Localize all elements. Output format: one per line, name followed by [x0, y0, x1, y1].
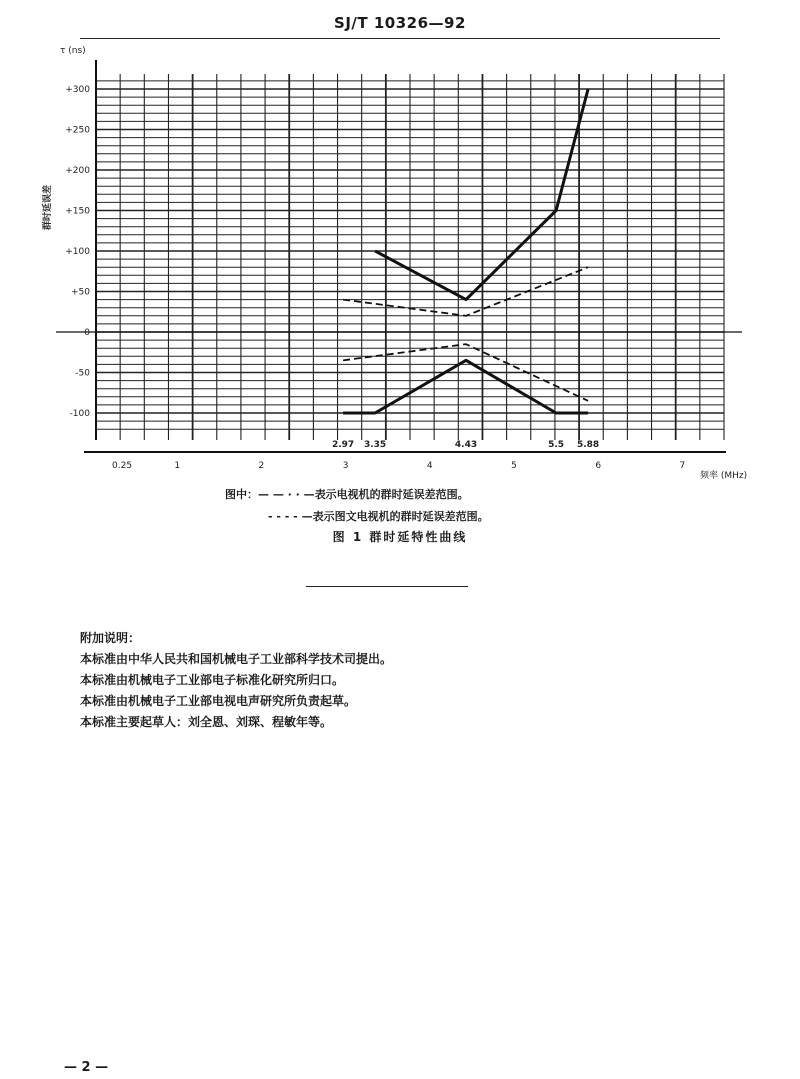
y-tick-label: -50: [75, 368, 90, 379]
notes-heading: 附加说明：: [80, 631, 141, 645]
standard-code: SJ/T 10326—92: [334, 14, 466, 32]
section-divider: [306, 586, 468, 587]
x-tick-label: 4: [426, 461, 433, 471]
page-number: — 2 —: [64, 1060, 109, 1075]
note-line: 本标准主要起草人：刘全恩、刘琛、程敏年等。: [80, 715, 333, 729]
chart-canvas: [0, 0, 800, 480]
group-delay-chart: [0, 0, 800, 480]
y-tick-label: +150: [65, 206, 90, 217]
y-tick-label: +50: [71, 287, 90, 298]
x-annotation-label: 4.43: [454, 440, 478, 450]
y-axis-title: 群时延误差: [43, 184, 53, 230]
chart-grid: [96, 74, 724, 440]
y-tick-label: -100: [69, 409, 90, 419]
legend-marker-teletext: - - - - —: [268, 510, 313, 523]
y-tick-label: +100: [65, 247, 90, 257]
x-annotation-label: 5.88: [576, 440, 600, 450]
x-axis-title: 频率 (MHz): [700, 471, 748, 480]
x-tick-label: 0.25: [112, 461, 133, 471]
x-tick-label: 5: [511, 461, 517, 471]
note-line: 本标准由中华人民共和国机械电子工业部科学技术司提出。: [80, 652, 393, 666]
y-tick-label: +200: [65, 166, 90, 176]
legend-marker-tv: — — · · —: [258, 488, 315, 501]
legend-line-tv: [225, 486, 800, 502]
x-tick-label: 2: [258, 461, 265, 471]
note-line: 本标准由机械电子工业部电视电声研究所负责起草。: [80, 694, 357, 708]
legend-text-tv: 表示电视机的群时延误差范围。: [314, 488, 469, 501]
legend-text-teletext: 表示图文电视机的群时延误差范围。: [312, 510, 489, 523]
x-tick-label: 7: [679, 461, 686, 471]
legend-line-teletext: [268, 508, 800, 524]
x-annotation-label: 5.5: [548, 440, 565, 450]
y-tick-label: +250: [65, 125, 90, 136]
x-annotation-label: 2.97: [331, 440, 355, 450]
y-tick-label: +300: [65, 85, 90, 95]
x-tick-label: 6: [595, 461, 602, 471]
x-annotation-label: 3.35: [363, 440, 387, 450]
x-tick-label: 3: [342, 461, 349, 471]
figure-caption: 图 1 群时延特性曲线: [332, 530, 468, 544]
y-unit-label: τ (ns): [60, 46, 86, 56]
x-tick-label: 1: [174, 461, 181, 471]
legend-prefix: 图中：: [225, 488, 258, 501]
note-line: 本标准由机械电子工业部电子标准化研究所归口。: [80, 673, 345, 687]
additional-notes: [80, 628, 392, 733]
y-tick-label: 0: [84, 328, 90, 338]
